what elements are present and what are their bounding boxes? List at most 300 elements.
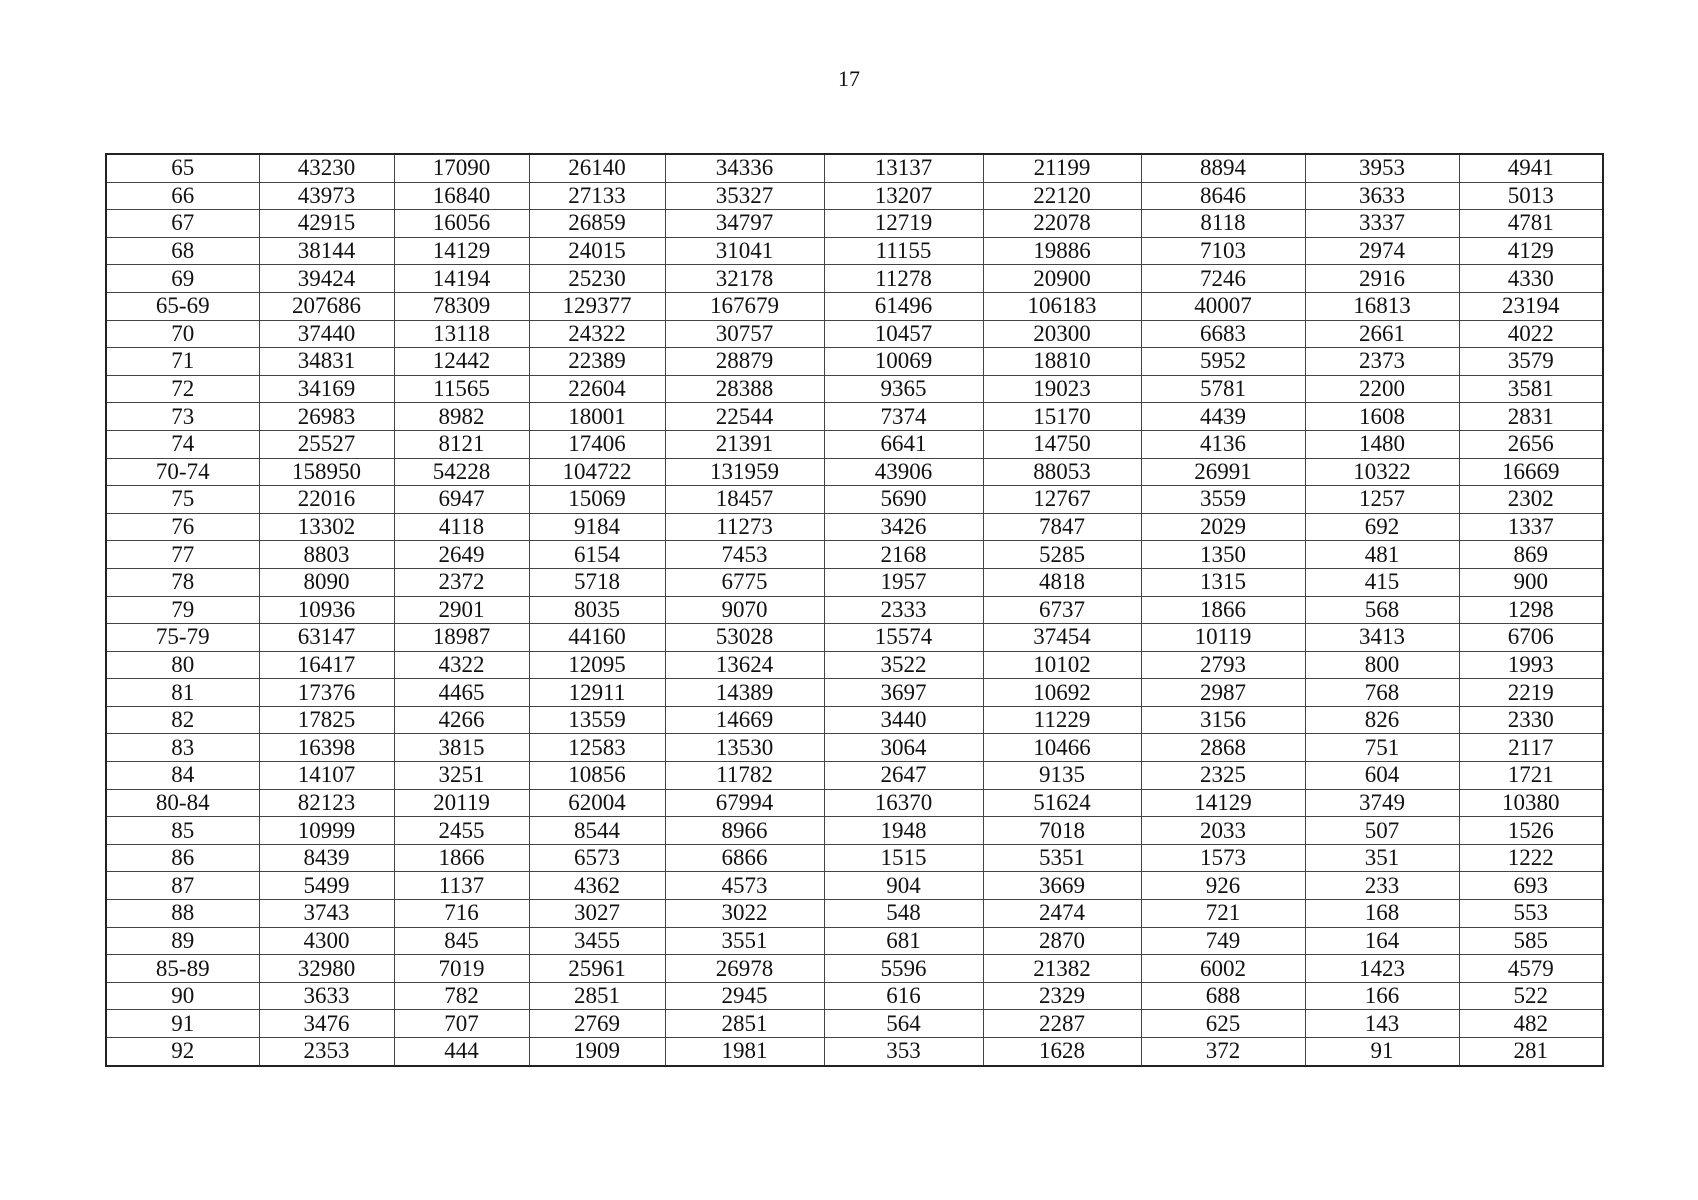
value-cell: 6154	[529, 541, 665, 569]
value-cell: 2330	[1459, 706, 1603, 734]
table-body	[106, 154, 1603, 1066]
value-cell: 1573	[1141, 844, 1305, 872]
value-cell: 167679	[665, 292, 824, 320]
value-cell: 3551	[665, 927, 824, 955]
value-cell: 3953	[1305, 154, 1459, 182]
table-row	[106, 982, 1603, 1010]
value-cell: 10936	[259, 596, 394, 624]
value-cell: 1948	[824, 817, 983, 845]
value-cell: 21382	[983, 955, 1141, 983]
age-cell: 65-69	[106, 292, 259, 320]
age-cell: 82	[106, 706, 259, 734]
value-cell: 10692	[983, 679, 1141, 707]
value-cell: 34797	[665, 210, 824, 238]
value-cell: 415	[1305, 568, 1459, 596]
table-row	[106, 872, 1603, 900]
value-cell: 9365	[824, 375, 983, 403]
value-cell: 2901	[394, 596, 529, 624]
table-row	[106, 320, 1603, 348]
value-cell: 1721	[1459, 762, 1603, 790]
value-cell: 548	[824, 900, 983, 928]
value-cell: 12442	[394, 348, 529, 376]
value-cell: 22016	[259, 486, 394, 514]
value-cell: 15574	[824, 624, 983, 652]
value-cell: 30757	[665, 320, 824, 348]
value-cell: 22120	[983, 182, 1141, 210]
value-cell: 2117	[1459, 734, 1603, 762]
value-cell: 25527	[259, 430, 394, 458]
value-cell: 2325	[1141, 762, 1305, 790]
value-cell: 44160	[529, 624, 665, 652]
value-cell: 3440	[824, 706, 983, 734]
value-cell: 3064	[824, 734, 983, 762]
value-cell: 164	[1305, 927, 1459, 955]
age-cell: 77	[106, 541, 259, 569]
value-cell: 1628	[983, 1038, 1141, 1066]
value-cell: 43230	[259, 154, 394, 182]
value-cell: 22544	[665, 403, 824, 431]
value-cell: 28388	[665, 375, 824, 403]
value-cell: 4129	[1459, 237, 1603, 265]
value-cell: 37440	[259, 320, 394, 348]
value-cell: 25961	[529, 955, 665, 983]
value-cell: 63147	[259, 624, 394, 652]
table-row	[106, 706, 1603, 734]
table-row	[106, 403, 1603, 431]
value-cell: 721	[1141, 900, 1305, 928]
table-row	[106, 568, 1603, 596]
value-cell: 3743	[259, 900, 394, 928]
value-cell: 32178	[665, 265, 824, 293]
value-cell: 3455	[529, 927, 665, 955]
value-cell: 693	[1459, 872, 1603, 900]
value-cell: 13530	[665, 734, 824, 762]
age-cell: 88	[106, 900, 259, 928]
table-row	[106, 348, 1603, 376]
age-cell: 72	[106, 375, 259, 403]
value-cell: 2974	[1305, 237, 1459, 265]
age-cell: 83	[106, 734, 259, 762]
value-cell: 2945	[665, 982, 824, 1010]
value-cell: 2851	[665, 1010, 824, 1038]
table-row	[106, 210, 1603, 238]
value-cell: 2870	[983, 927, 1141, 955]
age-cell: 80-84	[106, 789, 259, 817]
value-cell: 1866	[1141, 596, 1305, 624]
value-cell: 6641	[824, 430, 983, 458]
table-row	[106, 844, 1603, 872]
value-cell: 900	[1459, 568, 1603, 596]
age-cell: 89	[106, 927, 259, 955]
value-cell: 82123	[259, 789, 394, 817]
age-cell: 85-89	[106, 955, 259, 983]
value-cell: 15069	[529, 486, 665, 514]
value-cell: 166	[1305, 982, 1459, 1010]
table-row	[106, 182, 1603, 210]
value-cell: 4579	[1459, 955, 1603, 983]
table-row	[106, 265, 1603, 293]
value-cell: 751	[1305, 734, 1459, 762]
value-cell: 91	[1305, 1038, 1459, 1066]
value-cell: 482	[1459, 1010, 1603, 1038]
value-cell: 13624	[665, 651, 824, 679]
value-cell: 5781	[1141, 375, 1305, 403]
value-cell: 2656	[1459, 430, 1603, 458]
value-cell: 716	[394, 900, 529, 928]
age-cell: 65	[106, 154, 259, 182]
value-cell: 3815	[394, 734, 529, 762]
age-cell: 86	[106, 844, 259, 872]
value-cell: 16398	[259, 734, 394, 762]
value-cell: 4362	[529, 872, 665, 900]
value-cell: 8982	[394, 403, 529, 431]
value-cell: 5351	[983, 844, 1141, 872]
table-row	[106, 458, 1603, 486]
value-cell: 26978	[665, 955, 824, 983]
value-cell: 1993	[1459, 651, 1603, 679]
age-cell: 70	[106, 320, 259, 348]
value-cell: 568	[1305, 596, 1459, 624]
value-cell: 2647	[824, 762, 983, 790]
value-cell: 13302	[259, 513, 394, 541]
age-cell: 91	[106, 1010, 259, 1038]
value-cell: 2302	[1459, 486, 1603, 514]
value-cell: 12719	[824, 210, 983, 238]
value-cell: 17090	[394, 154, 529, 182]
value-cell: 43906	[824, 458, 983, 486]
value-cell: 625	[1141, 1010, 1305, 1038]
age-cell: 84	[106, 762, 259, 790]
value-cell: 1315	[1141, 568, 1305, 596]
value-cell: 88053	[983, 458, 1141, 486]
value-cell: 51624	[983, 789, 1141, 817]
value-cell: 2769	[529, 1010, 665, 1038]
value-cell: 749	[1141, 927, 1305, 955]
value-cell: 24322	[529, 320, 665, 348]
value-cell: 104722	[529, 458, 665, 486]
table-row	[106, 789, 1603, 817]
value-cell: 2033	[1141, 817, 1305, 845]
value-cell: 3413	[1305, 624, 1459, 652]
value-cell: 2372	[394, 568, 529, 596]
value-cell: 14107	[259, 762, 394, 790]
value-cell: 13207	[824, 182, 983, 210]
age-cell: 79	[106, 596, 259, 624]
value-cell: 4300	[259, 927, 394, 955]
value-cell: 707	[394, 1010, 529, 1038]
age-cell: 68	[106, 237, 259, 265]
value-cell: 353	[824, 1038, 983, 1066]
value-cell: 16370	[824, 789, 983, 817]
value-cell: 10119	[1141, 624, 1305, 652]
value-cell: 4266	[394, 706, 529, 734]
value-cell: 6002	[1141, 955, 1305, 983]
value-cell: 2455	[394, 817, 529, 845]
value-cell: 1526	[1459, 817, 1603, 845]
value-cell: 6737	[983, 596, 1141, 624]
table-row	[106, 651, 1603, 679]
value-cell: 20900	[983, 265, 1141, 293]
value-cell: 11782	[665, 762, 824, 790]
table-row	[106, 927, 1603, 955]
value-cell: 481	[1305, 541, 1459, 569]
value-cell: 507	[1305, 817, 1459, 845]
value-cell: 1480	[1305, 430, 1459, 458]
value-cell: 5718	[529, 568, 665, 596]
value-cell: 10102	[983, 651, 1141, 679]
value-cell: 19886	[983, 237, 1141, 265]
value-cell: 2661	[1305, 320, 1459, 348]
age-cell: 66	[106, 182, 259, 210]
value-cell: 18810	[983, 348, 1141, 376]
value-cell: 8439	[259, 844, 394, 872]
value-cell: 6683	[1141, 320, 1305, 348]
value-cell: 2831	[1459, 403, 1603, 431]
value-cell: 5596	[824, 955, 983, 983]
value-cell: 11565	[394, 375, 529, 403]
value-cell: 21391	[665, 430, 824, 458]
value-cell: 17406	[529, 430, 665, 458]
value-cell: 16056	[394, 210, 529, 238]
value-cell: 1137	[394, 872, 529, 900]
value-cell: 11278	[824, 265, 983, 293]
value-cell: 1981	[665, 1038, 824, 1066]
value-cell: 3579	[1459, 348, 1603, 376]
value-cell: 26140	[529, 154, 665, 182]
value-cell: 3156	[1141, 706, 1305, 734]
table-row	[106, 541, 1603, 569]
table-row	[106, 486, 1603, 514]
value-cell: 845	[394, 927, 529, 955]
value-cell: 7018	[983, 817, 1141, 845]
value-cell: 2987	[1141, 679, 1305, 707]
age-cell: 85	[106, 817, 259, 845]
value-cell: 43973	[259, 182, 394, 210]
value-cell: 2200	[1305, 375, 1459, 403]
value-cell: 4818	[983, 568, 1141, 596]
value-cell: 14389	[665, 679, 824, 707]
value-cell: 604	[1305, 762, 1459, 790]
table-row	[106, 624, 1603, 652]
value-cell: 5013	[1459, 182, 1603, 210]
value-cell: 8544	[529, 817, 665, 845]
table-row	[106, 430, 1603, 458]
value-cell: 17376	[259, 679, 394, 707]
value-cell: 106183	[983, 292, 1141, 320]
value-cell: 16813	[1305, 292, 1459, 320]
value-cell: 12583	[529, 734, 665, 762]
value-cell: 1909	[529, 1038, 665, 1066]
value-cell: 6706	[1459, 624, 1603, 652]
value-cell: 1866	[394, 844, 529, 872]
value-cell: 40007	[1141, 292, 1305, 320]
value-cell: 10457	[824, 320, 983, 348]
value-cell: 6573	[529, 844, 665, 872]
value-cell: 553	[1459, 900, 1603, 928]
age-cell: 76	[106, 513, 259, 541]
age-cell: 70-74	[106, 458, 259, 486]
value-cell: 143	[1305, 1010, 1459, 1038]
value-cell: 13118	[394, 320, 529, 348]
value-cell: 38144	[259, 237, 394, 265]
age-cell: 92	[106, 1038, 259, 1066]
value-cell: 1222	[1459, 844, 1603, 872]
page-number: 17	[838, 66, 860, 91]
table-row	[106, 762, 1603, 790]
value-cell: 372	[1141, 1038, 1305, 1066]
value-cell: 6866	[665, 844, 824, 872]
value-cell: 12767	[983, 486, 1141, 514]
value-cell: 23194	[1459, 292, 1603, 320]
value-cell: 4781	[1459, 210, 1603, 238]
value-cell: 3633	[1305, 182, 1459, 210]
value-cell: 62004	[529, 789, 665, 817]
value-cell: 1337	[1459, 513, 1603, 541]
value-cell: 8090	[259, 568, 394, 596]
value-cell: 1608	[1305, 403, 1459, 431]
value-cell: 17825	[259, 706, 394, 734]
value-cell: 8118	[1141, 210, 1305, 238]
value-cell: 281	[1459, 1038, 1603, 1066]
value-cell: 22389	[529, 348, 665, 376]
value-cell: 10999	[259, 817, 394, 845]
value-cell: 11155	[824, 237, 983, 265]
value-cell: 8894	[1141, 154, 1305, 182]
value-cell: 3559	[1141, 486, 1305, 514]
value-cell: 3476	[259, 1010, 394, 1038]
value-cell: 14194	[394, 265, 529, 293]
value-cell: 10856	[529, 762, 665, 790]
value-cell: 14129	[1141, 789, 1305, 817]
value-cell: 26859	[529, 210, 665, 238]
value-cell: 10069	[824, 348, 983, 376]
value-cell: 12911	[529, 679, 665, 707]
value-cell: 10380	[1459, 789, 1603, 817]
value-cell: 35327	[665, 182, 824, 210]
value-cell: 7103	[1141, 237, 1305, 265]
value-cell: 522	[1459, 982, 1603, 1010]
value-cell: 5952	[1141, 348, 1305, 376]
table-row	[106, 596, 1603, 624]
age-cell: 73	[106, 403, 259, 431]
value-cell: 32980	[259, 955, 394, 983]
value-cell: 26983	[259, 403, 394, 431]
value-cell: 24015	[529, 237, 665, 265]
table-row	[106, 513, 1603, 541]
value-cell: 3337	[1305, 210, 1459, 238]
value-cell: 2649	[394, 541, 529, 569]
value-cell: 67994	[665, 789, 824, 817]
value-cell: 54228	[394, 458, 529, 486]
value-cell: 22604	[529, 375, 665, 403]
value-cell: 27133	[529, 182, 665, 210]
table-row	[106, 292, 1603, 320]
value-cell: 20300	[983, 320, 1141, 348]
value-cell: 5690	[824, 486, 983, 514]
table-row	[106, 817, 1603, 845]
table-row	[106, 734, 1603, 762]
table-row	[106, 1010, 1603, 1038]
value-cell: 3633	[259, 982, 394, 1010]
value-cell: 7019	[394, 955, 529, 983]
value-cell: 3426	[824, 513, 983, 541]
age-cell: 90	[106, 982, 259, 1010]
value-cell: 9135	[983, 762, 1141, 790]
value-cell: 4439	[1141, 403, 1305, 431]
value-cell: 78309	[394, 292, 529, 320]
value-cell: 131959	[665, 458, 824, 486]
value-cell: 2868	[1141, 734, 1305, 762]
value-cell: 1957	[824, 568, 983, 596]
value-cell: 2373	[1305, 348, 1459, 376]
value-cell: 9184	[529, 513, 665, 541]
value-cell: 14669	[665, 706, 824, 734]
value-cell: 9070	[665, 596, 824, 624]
value-cell: 4465	[394, 679, 529, 707]
table-row	[106, 375, 1603, 403]
age-cell: 87	[106, 872, 259, 900]
age-cell: 80	[106, 651, 259, 679]
value-cell: 4330	[1459, 265, 1603, 293]
value-cell: 7246	[1141, 265, 1305, 293]
value-cell: 3749	[1305, 789, 1459, 817]
value-cell: 3581	[1459, 375, 1603, 403]
value-cell: 8803	[259, 541, 394, 569]
value-cell: 14750	[983, 430, 1141, 458]
value-cell: 25230	[529, 265, 665, 293]
value-cell: 7453	[665, 541, 824, 569]
value-cell: 585	[1459, 927, 1603, 955]
value-cell: 207686	[259, 292, 394, 320]
value-cell: 4118	[394, 513, 529, 541]
value-cell: 8966	[665, 817, 824, 845]
value-cell: 2793	[1141, 651, 1305, 679]
value-cell: 37454	[983, 624, 1141, 652]
value-cell: 1515	[824, 844, 983, 872]
value-cell: 1350	[1141, 541, 1305, 569]
value-cell: 233	[1305, 872, 1459, 900]
value-cell: 1423	[1305, 955, 1459, 983]
value-cell: 14129	[394, 237, 529, 265]
value-cell: 168	[1305, 900, 1459, 928]
value-cell: 2474	[983, 900, 1141, 928]
value-cell: 4022	[1459, 320, 1603, 348]
value-cell: 1257	[1305, 486, 1459, 514]
age-cell: 75-79	[106, 624, 259, 652]
value-cell: 692	[1305, 513, 1459, 541]
value-cell: 826	[1305, 706, 1459, 734]
value-cell: 13559	[529, 706, 665, 734]
value-cell: 4322	[394, 651, 529, 679]
value-cell: 926	[1141, 872, 1305, 900]
value-cell: 5285	[983, 541, 1141, 569]
value-cell: 2916	[1305, 265, 1459, 293]
value-cell: 18001	[529, 403, 665, 431]
age-cell: 81	[106, 679, 259, 707]
value-cell: 53028	[665, 624, 824, 652]
table-row	[106, 237, 1603, 265]
value-cell: 22078	[983, 210, 1141, 238]
age-cell: 78	[106, 568, 259, 596]
value-cell: 42915	[259, 210, 394, 238]
value-cell: 800	[1305, 651, 1459, 679]
age-cell: 75	[106, 486, 259, 514]
value-cell: 444	[394, 1038, 529, 1066]
age-cell: 67	[106, 210, 259, 238]
value-cell: 12095	[529, 651, 665, 679]
value-cell: 39424	[259, 265, 394, 293]
value-cell: 2851	[529, 982, 665, 1010]
